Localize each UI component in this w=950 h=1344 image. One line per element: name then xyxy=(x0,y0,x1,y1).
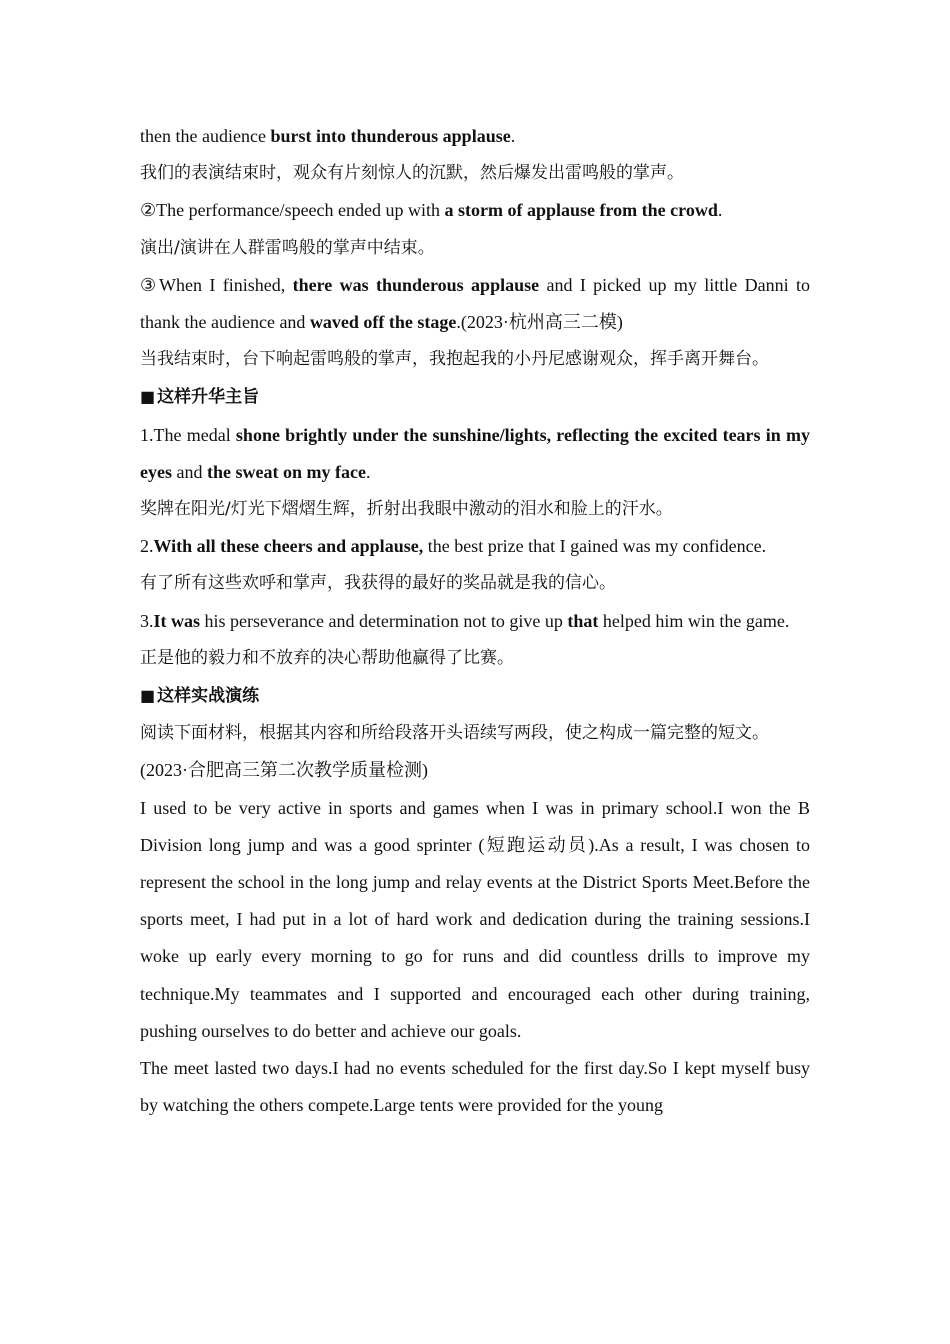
text-run: and I picked up my little Danni to thank the audience and xyxy=(140,274,811,333)
theme-translation-3: 正是他的毅力和不放弃的决心帮助他赢得了比赛。 xyxy=(140,647,514,668)
key-phrase: With all these cheers and applause, xyxy=(153,536,424,557)
text-run: . xyxy=(365,461,371,482)
text-run: the best prize that I gained was my confidence. xyxy=(423,536,767,557)
example-sentence-3 xyxy=(140,267,810,341)
section-heading-theme xyxy=(140,378,810,416)
translation-1: 我们的表演结束时，观众有片刻惊人的沉默，然后爆发出雷鸣般的掌声。 xyxy=(140,163,684,184)
key-phrase: waved off the stage xyxy=(309,312,457,333)
translation-2: 演出/演讲在人群雷鸣般的掌声中结束。 xyxy=(140,237,435,258)
theme-translation-1: 奖牌在阳光/灯光下熠熠生辉，折射出我眼中激动的泪水和脸上的汗水。 xyxy=(140,499,673,520)
reading-paragraph-2: The meet lasted two days.I had no events scheduled for the first day.So I kept myself busy by watching the others compete.Large tents were provided for the young xyxy=(140,1058,810,1116)
document-body xyxy=(140,118,810,1124)
theme-sentence-2 xyxy=(140,528,810,565)
section-heading-practice xyxy=(140,677,810,715)
theme-sentence-3 xyxy=(140,603,810,640)
key-phrase: the sweat on my face xyxy=(206,461,366,482)
translation-3: 当我结束时，台下响起雷鸣般的掌声，我抱起我的小丹尼感谢观众，挥手离开舞台。 xyxy=(140,349,769,370)
section-title: 这样升华主旨 xyxy=(157,387,260,408)
text-run: then the audience xyxy=(140,126,271,146)
key-phrase: a storm of applause from the crowd xyxy=(444,200,718,221)
text-run: . xyxy=(717,200,723,221)
practice-source: (2023·合肥高三第二次教学质量检测) xyxy=(140,760,428,781)
text-run: 2. xyxy=(140,536,154,557)
theme-sentence-1 xyxy=(140,417,810,491)
square-bullet-icon: ■ xyxy=(140,387,156,407)
text-run: helped him win the game. xyxy=(598,610,790,631)
text-run: . xyxy=(510,126,516,146)
text-run: his perseverance and determination not to give up xyxy=(200,610,568,631)
text-run: .(2023·杭州高三二模) xyxy=(456,312,623,333)
key-phrase: that xyxy=(567,610,599,631)
text-run: and xyxy=(171,461,207,482)
text-run: ②The performance/speech ended up with xyxy=(140,200,445,221)
example-sentence-1-end xyxy=(140,118,810,155)
key-phrase: there was thunderous applause xyxy=(292,274,540,295)
example-sentence-2 xyxy=(140,192,810,229)
theme-translation-2: 有了所有这些欢呼和掌声，我获得的最好的奖品就是我的信心。 xyxy=(140,573,616,594)
text-run: 1.The medal xyxy=(140,424,236,445)
key-phrase: It was xyxy=(153,610,201,631)
key-phrase: shone brightly under the sunshine/lights, reflecting the excited tears in my eyes xyxy=(140,424,811,482)
text-run: 3. xyxy=(140,610,154,631)
key-phrase: burst into thunderous applause xyxy=(270,126,511,146)
reading-paragraph-1: I used to be very active in sports and games when I was in primary school.I won the B Division long jump and was a good sprinter (短跑运动员).As a result, I was chosen to represent the school in the long jump and relay events at the District Sports Meet.Before the sports meet, I had put in a lot of hard work and dedication during the training sessions.I woke up early every morning to go for runs and did countless drills to improve my technique.My teammates and I supported and encouraged each other during training, pushing ourselves to do better and achieve our goals. xyxy=(140,797,810,1041)
section-title: 这样实战演练 xyxy=(157,686,260,707)
practice-instruction: 阅读下面材料，根据其内容和所给段落开头语续写两段，使之构成一篇完整的短文。 xyxy=(140,723,769,744)
text-run: ③When I finished, xyxy=(140,274,293,295)
square-bullet-icon: ■ xyxy=(140,686,156,706)
